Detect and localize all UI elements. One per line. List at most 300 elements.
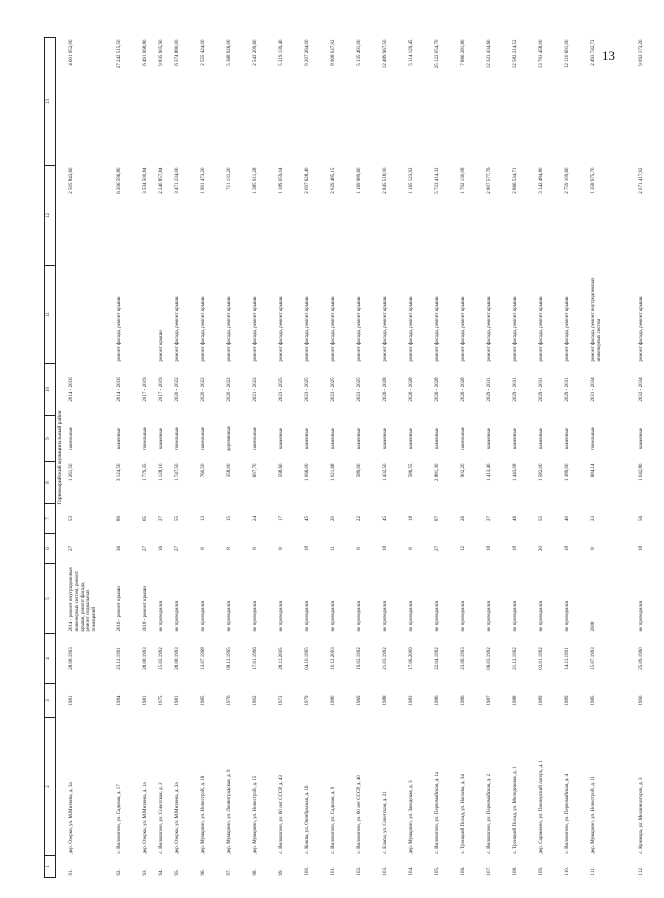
planned-works-cell: ремонт фасада, ремонт крыши xyxy=(117,296,122,362)
wall-material-cell: каменные xyxy=(331,428,336,449)
repair-period-cell: 2026 - 2028 xyxy=(409,377,414,402)
cost-col13-cell: 2 543 209,60 xyxy=(253,39,258,66)
cost-col12-cell: 3 471 234,00 xyxy=(175,167,180,194)
planned-works-cell: ремонт фасада, ремонт крыши xyxy=(565,296,570,362)
column-number: 4 xyxy=(45,634,56,684)
previous-repair-cell: не проводился xyxy=(331,600,336,632)
cost-col12-cell: 5 723 414,32 xyxy=(435,167,440,194)
cost-col13-cell: 12 582 214,52 xyxy=(513,39,518,69)
planned-works-cell: ремонт фасада, ремонт крыши xyxy=(357,296,362,362)
row-number: 107. xyxy=(487,866,492,876)
table-row xyxy=(382,38,408,878)
cost-col13-cell: 25 122 054,70 xyxy=(435,39,440,69)
flats-cell: 24 xyxy=(253,516,258,521)
previous-repair-cell: не проводился xyxy=(357,600,362,632)
cost-col13-cell: 6 374 880,00 xyxy=(175,39,180,66)
cost-col12-cell: 3 142 484,80 xyxy=(539,167,544,194)
column-number: 1 xyxy=(45,856,56,878)
planned-works-cell: ремонт фасада, ремонт крыши xyxy=(305,296,310,362)
row-number: 97. xyxy=(227,869,232,876)
table-row xyxy=(460,38,486,878)
area-cell: 1 432,50 xyxy=(383,463,388,481)
repair-period-cell: 2021 - 2022 xyxy=(253,377,258,402)
area-cell: 1 128,10 xyxy=(159,463,164,481)
address-cell: с. Виловатово, ул. Садовая, д. 9 xyxy=(331,786,336,854)
cost-col12-cell: 3 534 500,84 xyxy=(143,167,148,194)
area-cell: 1 261,50 xyxy=(69,463,74,481)
cost-col13-cell: 12 489 967,50 xyxy=(383,39,388,69)
address-cell: с. Виловатово, ул. Первомайская, д. 1а xyxy=(435,771,440,854)
area-cell: 1 066,00 xyxy=(305,463,310,481)
column-number: 7 xyxy=(45,504,56,534)
table-row xyxy=(638,38,664,878)
previous-repair-cell: не проводился xyxy=(201,600,206,632)
cost-col13-cell: 2 555 424,00 xyxy=(201,39,206,66)
flats-cell: 23 xyxy=(591,516,596,521)
previous-repair-cell: не проводился xyxy=(227,600,232,632)
year-built-cell: 1988 xyxy=(513,695,518,706)
planned-works-cell: ремонт фасада, ремонт крыши xyxy=(175,296,180,362)
cost-col13-cell: 12 323 434,60 xyxy=(487,39,492,69)
repair-schedule-table xyxy=(44,37,664,878)
address-cell: дер. Мумарино, ул. Новострой, д. 11 xyxy=(591,775,596,854)
area-cell: 3 124,50 xyxy=(117,463,122,481)
planned-works-cell: ремонт фасада, ремонт крыши xyxy=(435,296,440,362)
wall-material-cell: панельные xyxy=(253,427,258,450)
table-row xyxy=(538,38,564,878)
wall-material-cell: каменные xyxy=(357,428,362,449)
flats-cell: 15 xyxy=(227,516,232,521)
commissioning-date-cell: 08.12.1995 xyxy=(227,647,232,670)
column-number-row xyxy=(45,38,56,878)
year-built-cell: 1981 xyxy=(143,695,148,706)
row-number: 99. xyxy=(279,869,284,876)
floors-cell: 8 xyxy=(357,547,362,550)
flats-cell: 89 xyxy=(117,516,122,521)
address-cell: дер. Озерки, ул. М.Митяева, д. 3а xyxy=(69,782,74,854)
wall-material-cell: каменные xyxy=(435,428,440,449)
wall-material-cell: каменные xyxy=(487,428,492,449)
floors-cell: 8 xyxy=(591,547,596,550)
flats-cell: 46 xyxy=(513,516,518,521)
address-cell: дер. Мумарино, ул. Ленинградская, д. 9 xyxy=(227,769,232,854)
address-cell: с. Виловатово, ул. Советская, д. 2 xyxy=(159,782,164,854)
commissioning-date-cell: 14.11.1991 xyxy=(565,647,570,670)
row-number: 102. xyxy=(357,866,362,876)
planned-works-cell: ремонт фасада, ремонт крыши xyxy=(201,296,206,362)
floors-cell: 27 xyxy=(435,546,440,551)
floors-cell: 8 xyxy=(201,547,206,550)
row-number: 95. xyxy=(175,869,180,876)
flats-cell: 27 xyxy=(159,516,164,521)
row-number: 111. xyxy=(591,867,596,876)
commissioning-date-cell: 23.06.1993 xyxy=(461,647,466,670)
row-number: 92. xyxy=(117,869,122,876)
commissioning-date-cell: 23.12.1991 xyxy=(117,647,122,670)
year-built-cell: 1984 xyxy=(117,695,122,706)
repair-period-cell: 2029 - 2031 xyxy=(565,377,570,402)
column-number: 3 xyxy=(45,684,56,718)
floors-cell: 8 xyxy=(409,547,414,550)
address-cell: с. Виловатово, ул. Садовая, д. 17 xyxy=(117,784,122,854)
previous-repair-cell: не проводился xyxy=(565,600,570,632)
planned-works-cell: ремонт фасада, ремонт крыши xyxy=(253,296,258,362)
wall-material-cell: панельные xyxy=(591,427,596,450)
repair-period-cell: 2032 - 2034 xyxy=(639,377,644,402)
cost-col12-cell: 2 240 857,84 xyxy=(159,167,164,194)
table-row xyxy=(252,38,278,878)
repair-period-cell: 2031 - 2034 xyxy=(591,377,596,402)
year-built-cell: 1979 xyxy=(305,695,310,706)
year-built-cell: 1983 xyxy=(409,695,414,706)
table-row xyxy=(564,38,590,878)
cost-col13-cell: 5 219 139,40 xyxy=(279,39,284,66)
flats-cell: 40 xyxy=(565,516,570,521)
planned-works-cell: ремонт фасада, ремонт крыши xyxy=(487,296,492,362)
row-number: 98. xyxy=(253,869,258,876)
commissioning-date-cell: 10.12.2003 xyxy=(331,647,336,670)
floors-cell: 20 xyxy=(539,546,544,551)
cost-col13-cell: 13 793 458,00 xyxy=(539,39,544,69)
previous-repair-cell: не проводился xyxy=(435,600,440,632)
commissioning-date-cell: 19.02.1992 xyxy=(357,647,362,670)
wall-material-cell: панельные xyxy=(201,427,206,450)
cost-col12-cell: 1 358 975,70 xyxy=(591,167,596,194)
flats-cell: 26 xyxy=(461,516,466,521)
rotated-table-sheet xyxy=(44,38,644,878)
cost-col12-cell: 6 206 596,80 xyxy=(117,167,122,194)
cost-col12-cell: 2 097 628,40 xyxy=(305,167,310,194)
planned-works-cell: ремонт фасада, ремонт крыши xyxy=(383,296,388,362)
commissioning-date-cell: 02.01.1992 xyxy=(539,647,544,670)
cost-col12-cell: 1 385 911,28 xyxy=(253,167,258,194)
floors-cell: 27 xyxy=(69,546,74,551)
table-row xyxy=(408,38,434,878)
year-built-cell: 1985 xyxy=(201,695,206,706)
cost-col12-cell: 2 845 518,00 xyxy=(383,167,388,194)
year-built-cell: 1980 xyxy=(331,695,336,706)
floors-cell: 8 xyxy=(253,547,258,550)
commissioning-date-cell: 28.11.2005 xyxy=(279,647,284,670)
flats-cell: 22 xyxy=(357,516,362,521)
column-number: 5 xyxy=(45,564,56,634)
floors-cell: 18 xyxy=(639,546,644,551)
wall-material-cell: каменные xyxy=(117,428,122,449)
table-row xyxy=(356,38,382,878)
cost-col12-cell: 1 991 473,20 xyxy=(201,167,206,194)
flats-cell: 56 xyxy=(639,516,644,521)
table-row xyxy=(116,38,142,878)
previous-repair-cell: не проводился xyxy=(513,600,518,632)
area-cell: 589,00 xyxy=(357,463,362,478)
previous-repair-cell: не проводился xyxy=(175,600,180,632)
flats-cell: 18 xyxy=(409,516,414,521)
previous-repair-cell: не проводился xyxy=(253,600,258,632)
previous-repair-cell: не проводился xyxy=(539,600,544,632)
commissioning-date-cell: 15.02.1992 xyxy=(159,647,164,670)
flats-cell: 65 xyxy=(143,516,148,521)
repair-period-cell: 2020 - 2022 xyxy=(227,377,232,402)
wall-material-cell: панельные xyxy=(461,427,466,450)
cost-col12-cell: 1 165 123,92 xyxy=(409,167,414,194)
address-cell: дер. Мумарино, ул. Новострой, д. 16 xyxy=(201,775,206,854)
commissioning-date-cell: 15.07.1993 xyxy=(591,647,596,670)
year-built-cell: 1975 xyxy=(159,695,164,706)
row-number: 108. xyxy=(513,866,518,876)
address-cell: дер. Озерки, ул. М.Митяева, д. 1а xyxy=(143,782,148,854)
floors-cell: 18 xyxy=(383,546,388,551)
address-cell: с. Кужмара, ул. Механизаторов, д. 3 xyxy=(639,777,644,854)
column-number: 13 xyxy=(45,38,56,166)
wall-material-cell: каменные xyxy=(565,428,570,449)
flats-cell: 45 xyxy=(383,516,388,521)
year-built-cell: 1985 xyxy=(591,695,596,706)
row-number: 103. xyxy=(383,866,388,876)
column-number: 11 xyxy=(45,266,56,364)
row-number: 100. xyxy=(305,866,310,876)
previous-repair-cell: не проводился xyxy=(279,600,284,632)
cost-col13-cell: 2 493 742,72 xyxy=(591,39,596,66)
repair-period-cell: 2020 - 2022 xyxy=(201,377,206,402)
cost-col12-cell: 2 505 843,60 xyxy=(69,167,74,194)
repair-period-cell: 2026 - 2028 xyxy=(435,377,440,402)
row-number: 94. xyxy=(159,869,164,876)
planned-works-cell: ремонт фасада, ремонт внутридомовых инженерных систем xyxy=(591,277,602,362)
previous-repair-cell: не проводился xyxy=(461,600,466,632)
floors-cell: 16 xyxy=(159,546,164,551)
cost-col13-cell: 9 835 905,90 xyxy=(159,39,164,66)
area-cell: 1 021,68 xyxy=(331,463,336,481)
year-built-cell: 1990 xyxy=(639,695,644,706)
wall-material-cell: каменные xyxy=(279,428,284,449)
year-built-cell: 1981 xyxy=(69,695,74,706)
wall-material-cell: панельные xyxy=(143,427,148,450)
flats-cell: 87 xyxy=(435,516,440,521)
flats-cell: 20 xyxy=(331,516,336,521)
column-number: 6 xyxy=(45,534,56,564)
floors-cell: 18 xyxy=(487,546,492,551)
year-built-cell: 1992 xyxy=(253,695,258,706)
row-number: 96. xyxy=(201,869,206,876)
table-row xyxy=(512,38,538,878)
row-number: 109. xyxy=(539,866,544,876)
year-built-cell: 1976 xyxy=(227,695,232,706)
table-row xyxy=(158,38,174,878)
repair-period-cell: 2014 - 2016 xyxy=(117,377,122,402)
repair-period-cell: 2026 - 2028 xyxy=(383,377,388,402)
commissioning-date-cell: 13.07.1998 xyxy=(201,647,206,670)
row-number: 101. xyxy=(331,866,336,876)
previous-repair-cell: не проводился xyxy=(383,600,388,632)
previous-repair-cell: 2018 - ремонт крыши xyxy=(143,586,148,632)
row-number: 112. xyxy=(639,866,644,876)
table-row xyxy=(590,38,638,878)
commissioning-date-cell: 06.03.1992 xyxy=(487,647,492,670)
repair-period-cell: 2020 - 2022 xyxy=(175,377,180,402)
cost-col12-cell: 1 189 059,04 xyxy=(279,167,284,194)
planned-works-cell: ремонт фасада, ремонт крыши xyxy=(513,296,518,362)
commissioning-date-cell: 21.12.1992 xyxy=(513,647,518,670)
floors-cell: 18 xyxy=(305,546,310,551)
area-cell: 902,20 xyxy=(461,463,466,478)
address-cell: дер. Озерки, ул. М.Митяева, д. 2а xyxy=(175,782,180,854)
area-cell: 1 042,80 xyxy=(639,463,644,481)
year-built-cell: 1981 xyxy=(175,695,180,706)
year-built-cell: 1989 xyxy=(565,695,570,706)
address-cell: с. Троицкий Посад, ул. Нагаева, д. 34 xyxy=(461,774,466,854)
table-row xyxy=(226,38,252,878)
commissioning-date-cell: 04.10.1995 xyxy=(305,647,310,670)
repair-period-cell: 2014 - 2016 xyxy=(69,377,74,402)
year-built-cell: 1972 xyxy=(279,695,284,706)
address-cell: с. Виловатово, ул. 60 лет СССР, д. 40 xyxy=(357,775,362,854)
previous-repair-cell: 2014 - ремонт внутридомовых инженерных систем, ремонт крыши, ремонт фасада, ремонт подвальных помещений xyxy=(69,567,97,632)
address-cell: с. Виловатово, ул. Первомайская, д. 2 xyxy=(487,773,492,854)
year-built-cell: 1986 xyxy=(435,695,440,706)
previous-repair-cell: не проводился xyxy=(409,600,414,632)
address-cell: с. Еласы, ул. Советская, д. 21 xyxy=(383,791,388,854)
repair-period-cell: 2017 - 2019 xyxy=(143,377,148,402)
previous-repair-cell: 2016 - ремонт крыши xyxy=(117,586,122,632)
row-number: 110. xyxy=(565,866,570,876)
repair-period-cell: 2023 - 2025 xyxy=(305,377,310,402)
cost-col12-cell: 1 169 989,60 xyxy=(357,167,362,194)
planned-works-cell: ремонт фасада, ремонт крыши xyxy=(279,296,284,362)
planned-works-cell: ремонт фасада, ремонт крыши xyxy=(331,296,336,362)
table-row xyxy=(486,38,512,878)
commissioning-date-cell: 28.08.1993 xyxy=(175,647,180,670)
floors-cell: 18 xyxy=(565,546,570,551)
cost-col13-cell: 9 092 173,20 xyxy=(639,39,644,66)
year-built-cell: 1989 xyxy=(539,695,544,706)
wall-material-cell: панельные xyxy=(175,427,180,450)
flats-cell: 13 xyxy=(201,516,206,521)
cost-col13-cell: 8 908 027,92 xyxy=(331,39,336,66)
previous-repair-cell: 2008 xyxy=(591,621,596,632)
row-number: 105. xyxy=(435,866,440,876)
table-row xyxy=(174,38,200,878)
area-cell: 2 881,30 xyxy=(435,463,440,481)
address-cell: дер. Мумарино, ул. Новострой, д. 15 xyxy=(253,775,258,854)
year-built-cell: 1988 xyxy=(383,695,388,706)
planned-works-cell: ремонт фасада, ремонт крыши xyxy=(539,296,544,362)
floors-cell: 11 xyxy=(331,546,336,551)
commissioning-date-cell: 28.08.1993 xyxy=(69,647,74,670)
area-cell: 358,00 xyxy=(227,463,232,478)
table-row xyxy=(142,38,158,878)
address-cell: с. Троицкий Посад, ул. Молодежная, д. 1 xyxy=(513,766,518,854)
repair-period-cell: 2023 - 2025 xyxy=(331,377,336,402)
floors-cell: 36 xyxy=(117,546,122,551)
floors-cell: 27 xyxy=(175,546,180,551)
floors-cell: 27 xyxy=(143,546,148,551)
planned-works-cell xyxy=(68,266,116,364)
year-built-cell: 1986 xyxy=(461,695,466,706)
repair-period-cell: 2026 - 2028 xyxy=(461,377,466,402)
address-cell: с. Виловатово, ул. Первомайская, д. 4 xyxy=(565,773,570,854)
previous-repair-cell: не проводился xyxy=(305,600,310,632)
previous-repair-cell: не проводился xyxy=(639,600,644,632)
repair-period-cell: 2023 - 2025 xyxy=(357,377,362,402)
column-number: 9 xyxy=(45,416,56,462)
floors-cell: 8 xyxy=(279,547,284,550)
repair-period-cell: 2023 - 2025 xyxy=(279,377,284,402)
commissioning-date-cell: 21.03.1992 xyxy=(383,647,388,670)
column-number: 2 xyxy=(45,718,56,856)
cost-col13-cell: 12 110 691,00 xyxy=(565,39,570,69)
planned-works-cell: ремонт фасада, ремонт крыши xyxy=(227,296,232,362)
cost-col12-cell: 2 029 485,15 xyxy=(331,167,336,194)
row-number: 91. xyxy=(69,869,74,876)
address-cell: дер. Мумарино, ул. Заводская, д. 3 xyxy=(409,780,414,854)
planned-works-cell: ремонт фасада, ремонт крыши xyxy=(409,296,414,362)
area-cell: 684,14 xyxy=(591,463,596,478)
wall-material-cell: каменные xyxy=(639,428,644,449)
cost-col13-cell: 27 242 515,50 xyxy=(117,39,122,69)
previous-repair-cell: не проводился xyxy=(159,600,164,632)
area-cell: 598,60 xyxy=(279,463,284,478)
year-built-cell: 1969 xyxy=(357,695,362,706)
cost-col12-cell: 2 866 534,71 xyxy=(513,167,518,194)
column-number: 8 xyxy=(45,462,56,504)
floors-cell: 12 xyxy=(461,546,466,551)
address-cell: с. Кокша, ул. Октябрьская, д. 16 xyxy=(305,785,310,854)
cost-col13-cell: 9 207 264,00 xyxy=(305,39,310,66)
flats-cell: 45 xyxy=(305,516,310,521)
planned-works-cell xyxy=(142,266,158,364)
flats-cell: 55 xyxy=(175,516,180,521)
area-cell: 760,50 xyxy=(201,463,206,478)
cost-col13-cell: 5 135 491,00 xyxy=(357,39,362,66)
cost-col12-cell: 711 131,20 xyxy=(227,167,232,190)
row-number: 93. xyxy=(143,869,148,876)
repair-period-cell: 2017 - 2019 xyxy=(159,377,164,402)
wall-material-cell: каменные xyxy=(513,428,518,449)
row-number: 106. xyxy=(461,866,466,876)
column-number: 10 xyxy=(45,364,56,416)
commissioning-date-cell: 17.06.2009 xyxy=(409,647,414,670)
flats-cell: 55 xyxy=(539,516,544,521)
wall-material-cell: каменные xyxy=(383,428,388,449)
commissioning-date-cell: 22.04.1992 xyxy=(435,647,440,670)
cost-col12-cell: 1 792 130,08 xyxy=(461,167,466,194)
commissioning-date-cell: 28.08.1993 xyxy=(143,647,148,670)
wall-material-cell: каменные xyxy=(539,428,544,449)
area-cell: 1 389,00 xyxy=(565,463,570,481)
cost-col13-cell: 5 368 926,00 xyxy=(227,39,232,66)
column-number: 12 xyxy=(45,166,56,266)
cost-col13-cell: 6 491 068,80 xyxy=(143,39,148,66)
planned-works-cell: ремонт фасада, ремонт крыши xyxy=(639,296,644,362)
table-row xyxy=(68,38,116,878)
area-cell: 697,70 xyxy=(253,463,258,478)
flats-cell: 27 xyxy=(487,516,492,521)
commissioning-date-cell: 17.01.1996 xyxy=(253,647,258,670)
cost-col12-cell: 2 071 417,92 xyxy=(639,167,644,194)
area-cell: 586,55 xyxy=(409,463,414,478)
floors-cell: 18 xyxy=(513,546,518,551)
wall-material-cell: панельные xyxy=(69,427,74,450)
address-cell: с. Виловатово, ул. 60 лет СССР, д. 43 xyxy=(279,775,284,854)
table-row xyxy=(304,38,330,878)
wall-material-cell: каменные xyxy=(305,428,310,449)
year-built-cell: 1987 xyxy=(487,695,492,706)
cost-col12-cell: 2 807 577,76 xyxy=(487,167,492,194)
cost-col12-cell: 2 759 109,60 xyxy=(565,167,570,194)
area-cell: 1 747,50 xyxy=(175,463,180,481)
wall-material-cell: каменные xyxy=(409,428,414,449)
cost-col13-cell: 4 601 952,00 xyxy=(69,39,74,66)
